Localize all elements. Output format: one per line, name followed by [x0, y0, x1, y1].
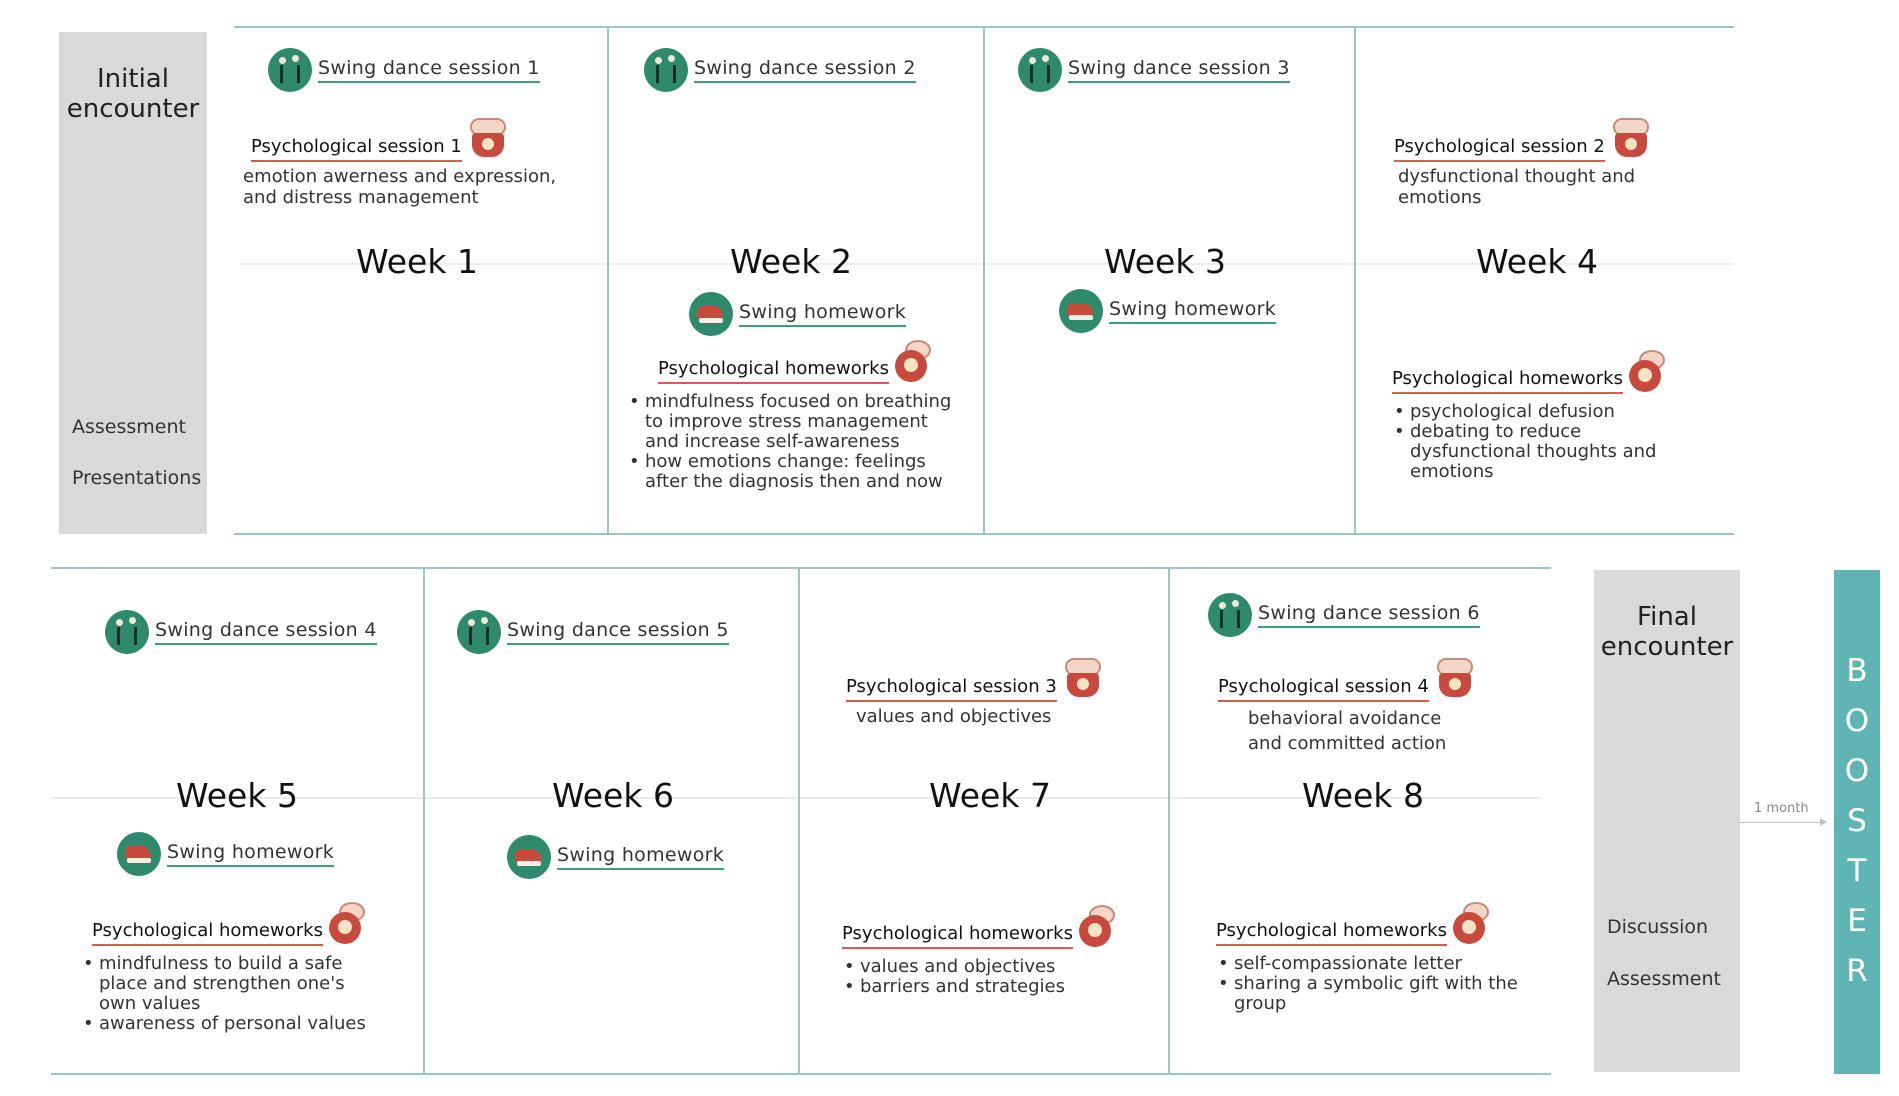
psy-session-desc [1218, 706, 1475, 756]
dancers-icon [1018, 48, 1062, 92]
psy-session-title: Psychological session 1 [251, 136, 462, 162]
dancers-icon [1208, 593, 1252, 637]
bullet-line: • awareness of personal values [99, 1013, 366, 1034]
bullet-line: • sharing a symbolic gift with the [1234, 973, 1518, 994]
swing-homework-label: Swing homework [1109, 298, 1276, 324]
bottom-row-divider-2 [798, 567, 800, 1075]
psy-session-week-4 [1394, 118, 1651, 208]
bullet-line: after the diagnosis then and now [645, 471, 943, 492]
swing-homework-week-6 [507, 835, 724, 879]
thinking-person-icon [1079, 905, 1119, 947]
psy-session-week-1 [243, 118, 556, 208]
final-title-line1: Final [1637, 602, 1697, 632]
psy-homework-list [1392, 402, 1669, 482]
booster-letter: B [1846, 653, 1868, 689]
bullet-line: • mindfulness to build a safe [99, 953, 343, 974]
dance-shoe-icon [507, 835, 551, 879]
dancers-icon [105, 610, 149, 654]
bottom-row-divider-1 [423, 567, 425, 1075]
psy-homework-list [627, 392, 951, 492]
final-title-line2: encounter [1600, 632, 1734, 662]
thinking-person-icon [895, 340, 935, 382]
swing-homework-label: Swing homework [739, 301, 906, 327]
dance-shoe-icon [1059, 289, 1103, 333]
booster-letter: T [1847, 853, 1867, 889]
psy-homework-title: Psychological homeworks [1392, 368, 1623, 394]
dance-shoe-icon [689, 292, 733, 336]
booster-letter: O [1844, 703, 1870, 739]
list-item [627, 392, 951, 452]
psy-homework-week-5 [81, 902, 369, 1034]
swing-session-label: Swing dance session 2 [694, 57, 916, 83]
week-2-label: Week 2 [730, 242, 852, 281]
swing-homework-week-3 [1059, 289, 1276, 333]
thinking-person-icon [329, 902, 369, 944]
bullet-line: • barriers and strategies [860, 976, 1065, 997]
booster-letter: O [1844, 753, 1870, 789]
bullet-line: • psychological defusion [1410, 401, 1615, 422]
desc-line: dysfunctional thought and [1398, 166, 1636, 187]
psy-session-title: Psychological session 2 [1394, 136, 1605, 162]
desc-line: emotion awerness and expression, [243, 166, 557, 187]
top-row-divider-3 [1354, 26, 1356, 535]
bullet-line: emotions [1410, 461, 1494, 482]
bullet-line: • how emotions change: feelings [645, 451, 926, 472]
bullet-line: group [1234, 993, 1287, 1014]
week-3-label: Week 3 [1104, 242, 1226, 281]
desc-line: values and objectives [856, 706, 1052, 727]
bottom-row-bottom-border [51, 1073, 1551, 1075]
week-8-label: Week 8 [1302, 776, 1424, 815]
psy-homework-title: Psychological homeworks [842, 923, 1073, 949]
booster-letter: E [1847, 903, 1867, 939]
final-item-discussion: Discussion [1607, 916, 1709, 938]
swing-session-week-8 [1208, 593, 1480, 637]
group-people-icon [1063, 658, 1103, 700]
bullet-line: • self-compassionate letter [1234, 953, 1462, 974]
swing-session-label: Swing dance session 6 [1258, 602, 1480, 628]
psy-session-week-8 [1218, 658, 1475, 756]
thinking-person-icon [1629, 350, 1669, 392]
psy-session-title: Psychological session 4 [1218, 676, 1429, 702]
swing-session-week-6 [457, 610, 729, 654]
psy-session-desc [243, 166, 556, 208]
group-people-icon [1611, 118, 1651, 160]
dancers-icon [268, 48, 312, 92]
week-5-label: Week 5 [176, 776, 298, 815]
swing-homework-label: Swing homework [557, 844, 724, 870]
psy-session-title: Psychological session 3 [846, 676, 1057, 702]
booster-letter: S [1847, 803, 1867, 839]
psy-homework-week-2 [627, 340, 951, 492]
initial-item-assessment: Assessment [72, 416, 186, 438]
booster-bar [1834, 570, 1880, 1074]
bullet-line: dysfunctional thoughts and [1410, 441, 1657, 462]
psy-session-week-7 [846, 658, 1103, 727]
week-6-label: Week 6 [552, 776, 674, 815]
final-encounter-panel [1594, 570, 1740, 1072]
psy-homework-title: Psychological homeworks [658, 358, 889, 384]
psy-homework-week-4 [1392, 350, 1669, 482]
dancers-icon [644, 48, 688, 92]
desc-line: and distress management [243, 187, 479, 208]
arrow-right-icon [1820, 818, 1827, 826]
swing-homework-week-5 [117, 832, 334, 876]
swing-session-label: Swing dance session 3 [1068, 57, 1290, 83]
psy-session-desc [1394, 166, 1651, 208]
desc-line: and committed action [1248, 733, 1447, 754]
psy-session-desc [846, 706, 1103, 727]
booster-letter: R [1846, 953, 1868, 989]
dance-shoe-icon [117, 832, 161, 876]
initial-encounter-panel [59, 32, 207, 534]
list-item [1216, 974, 1518, 1014]
psy-homework-week-8 [1216, 902, 1518, 1014]
week-4-label: Week 4 [1476, 242, 1598, 281]
list-item [627, 452, 951, 492]
week-1-label: Week 1 [356, 242, 478, 281]
top-row-divider-1 [607, 26, 609, 535]
swing-session-label: Swing dance session 4 [155, 619, 377, 645]
group-people-icon [468, 118, 508, 160]
psy-homework-title: Psychological homeworks [1216, 920, 1447, 946]
psy-homework-list [81, 954, 369, 1034]
group-people-icon [1435, 658, 1475, 700]
bottom-row-divider-3 [1168, 567, 1170, 1075]
psy-homework-week-7 [842, 905, 1119, 997]
bullet-line: • values and objectives [860, 956, 1056, 977]
thinking-person-icon [1453, 902, 1493, 944]
list-item [1216, 954, 1518, 974]
psy-homework-list [1216, 954, 1518, 1014]
bullet-line: • debating to reduce [1410, 421, 1582, 442]
bullet-line: and increase self-awareness [645, 431, 900, 452]
week-7-label: Week 7 [929, 776, 1051, 815]
swing-homework-label: Swing homework [167, 841, 334, 867]
desc-line: behavioral avoidance [1248, 708, 1442, 729]
psy-homework-title: Psychological homeworks [92, 920, 323, 946]
list-item [81, 954, 369, 1014]
interval-connector [1740, 822, 1820, 823]
desc-line: emotions [1398, 187, 1482, 208]
interval-label: 1 month [1754, 801, 1809, 816]
swing-session-label: Swing dance session 5 [507, 619, 729, 645]
bullet-line: • mindfulness focused on breathing [645, 391, 952, 412]
bottom-row-top-border [51, 567, 1551, 569]
bullet-line: place and strengthen one's [99, 973, 345, 994]
initial-item-presentations: Presentations [72, 467, 202, 489]
final-encounter-title [1594, 602, 1740, 662]
swing-session-week-5 [105, 610, 377, 654]
swing-session-week-3 [1018, 48, 1290, 92]
initial-title-line1: Initial [97, 64, 169, 94]
list-item [842, 957, 1119, 977]
swing-session-week-1 [268, 48, 540, 92]
list-item [1392, 422, 1669, 482]
final-item-assessment: Assessment [1607, 968, 1721, 990]
bullet-line: to improve stress management [645, 411, 928, 432]
dancers-icon [457, 610, 501, 654]
swing-session-week-2 [644, 48, 916, 92]
initial-encounter-title [59, 64, 207, 124]
top-row-divider-2 [983, 26, 985, 535]
list-item [842, 977, 1119, 997]
swing-session-label: Swing dance session 1 [318, 57, 540, 83]
initial-title-line2: encounter [66, 94, 200, 124]
list-item [81, 1014, 369, 1034]
psy-homework-list [842, 957, 1119, 997]
bullet-line: own values [99, 993, 201, 1014]
swing-homework-week-2 [689, 292, 906, 336]
list-item [1392, 402, 1669, 422]
